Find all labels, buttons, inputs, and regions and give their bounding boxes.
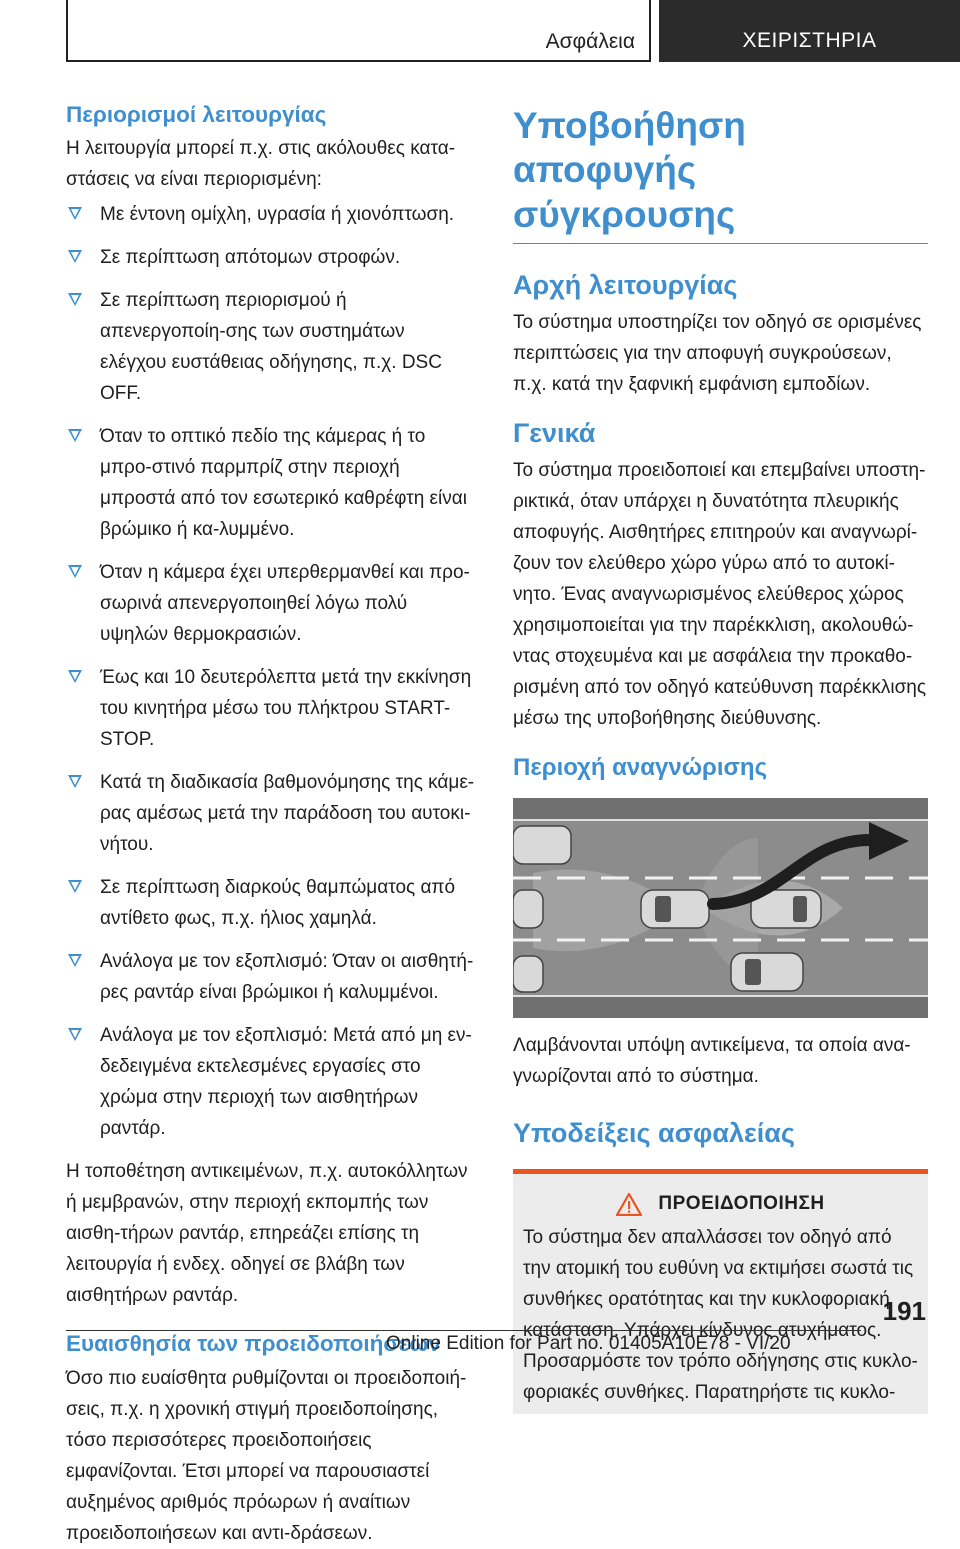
triangle-bullet-icon (68, 429, 82, 442)
warning-title: ΠΡΟΕΙΔΟΠΟΙΗΣΗ (658, 1192, 825, 1214)
principle-paragraph: Το σύστημα υποστηρίζει τον οδηγό σε ορισμένες περιπτώσεις για την αποφυγή συγκρούσεων, π.χ. κατά την ξαφνική εμφάνιση εμποδίων. (513, 312, 922, 396)
chapter-tab: ΧΕΙΡΙΣΤΗΡΙΑ (659, 0, 960, 62)
triangle-bullet-icon (68, 775, 82, 788)
principle-heading: Αρχή λειτουργίας (513, 270, 738, 301)
warning-box (513, 1169, 928, 1414)
triangle-bullet-icon (68, 293, 82, 306)
warning-text: Το σύστημα δεν απαλλάσσει τον οδηγό από την ατομική του ευθύνη να εκτιμήσει σωστά τις συνθήκες ορατότητας και την κυκλοφοριακή κατάσταση. Υπάρχει κίνδυνος ατυχήματος. Προσαρμόστε τον τρόπο οδήγησης στις κυκλο-φοριακές συνθήκες. Παρατηρήστε τις κυκλο- (523, 1226, 918, 1403)
sensitivity-heading: Ευαισθησία των προειδοποιήσεων (66, 1331, 441, 1357)
detection-heading: Περιοχή αναγνώρισης (513, 754, 768, 782)
list-item: Σε περίπτωση διαρκούς θαμπώματος από αντίθετο φως, π.χ. ήλιος χαμηλά. (66, 872, 476, 934)
list-item: Ανάλογα με τον εξοπλισμό: Όταν οι αισθητή-ρες ραντάρ είναι βρώμικοι ή καλυμμένοι. (66, 946, 476, 1008)
list-item: Σε περίπτωση περιορισμού ή απενεργοποίη-σης των συστημάτων ελέγχου ευστάθειας οδήγησης, π.χ. DSC OFF. (66, 285, 476, 409)
list-item: Όταν η κάμερα έχει υπερθερμανθεί και προ-σωρινά απενεργοποιηθεί λόγω πολύ υψηλών θερμοκρασιών. (66, 557, 476, 650)
figure-caption: Λαμβάνονται υπόψη αντικείμενα, τα οποία ανα-γνωρίζονται από το σύστημα. (513, 1034, 911, 1087)
triangle-bullet-icon (68, 565, 82, 578)
triangle-bullet-icon (68, 207, 82, 220)
triangle-bullet-icon (68, 250, 82, 263)
warning-header (523, 1192, 918, 1216)
list-item: Με έντονη ομίχλη, υγρασία ή χιονόπτωση. (66, 199, 476, 230)
header-frame (66, 0, 651, 62)
list-item: Όταν το οπτικό πεδίο της κάμερας ή το μπρο-στινό παρμπρίζ στην περιοχή μπροστά από τον εσωτερικό καθρέφτη είναι βρώμικο ή κα-λυμμένο. (66, 421, 476, 545)
right-column (513, 104, 928, 1414)
triangle-bullet-icon (68, 670, 82, 683)
main-title: Υποβοήθηση αποφυγής σύγκρουσης (513, 104, 928, 244)
warning-triangle-icon (616, 1192, 642, 1216)
sensitivity-paragraph: Όσο πιο ευαίσθητα ρυθμίζονται οι προειδοποιή-σεις, π.χ. η χρονική στιγμή προειδοποίησης, τόσο περισσότερες προειδοποιήσεις εμφανίζονται. Έτσι μπορεί να παρουσιαστεί αυξημένος αριθμός πρόωρων ή αναίτιων προειδοποιήσεων και αντι-δράσεων. (66, 1367, 467, 1544)
safety-heading: Υποδείξεις ασφαλείας (513, 1117, 795, 1148)
limits-list (66, 199, 476, 1144)
limits-intro: Η λειτουργία μπορεί π.χ. στις ακόλουθες κατα-στάσεις να είναι περιορισμένη: (66, 138, 456, 191)
general-heading: Γενικά (513, 418, 596, 449)
left-column (66, 100, 476, 1549)
list-item: Έως και 10 δευτερόλεπτα μετά την εκκίνηση του κινητήρα μέσω του πλήκτρου START-STOP. (66, 662, 476, 755)
edition-text: Online Edition for Part no. 01405A10E78 - VI/20 (386, 1333, 791, 1354)
limits-heading: Περιορισμοί λειτουργίας (66, 102, 327, 127)
list-item: Ανάλογα με τον εξοπλισμό: Μετά από μη εν-δεδειγμένα εκτελεσμένες εργασίες στο χρώμα στην περιοχή των αισθητήρων ραντάρ. (66, 1020, 476, 1144)
triangle-bullet-icon (68, 880, 82, 893)
section-title: Ασφάλεια (545, 30, 635, 53)
general-paragraph: Το σύστημα προειδοποιεί και επεμβαίνει υποστη-ρικτικά, όταν υπάρχει η δυνατότητα πλευρικής αποφυγής. Αισθητήρες επιτηρούν και αναγνωρί-ζουν τον ελεύθερο χώρο γύρω από το αυτοκί-νητο. Ένας αναγνωρισμένος ελεύθερος χώρος χρησιμοποιείται για την παρέκκλιση, ακολουθώ-ντας στοχευμένα και με ασφάλεια την προκαθο-ρισμένη από τον οδηγό κατεύθυνση παρέκκλισης μέσω της υποβοήθησης διεύθυνσης. (513, 460, 927, 730)
triangle-bullet-icon (68, 1028, 82, 1041)
list-item: Κατά τη διαδικασία βαθμονόμησης της κάμε-ρας αμέσως μετά την παράδοση του αυτοκι-νήτου. (66, 767, 476, 860)
page-number: 191 (882, 1296, 926, 1326)
triangle-bullet-icon (68, 954, 82, 967)
detection-area-illustration (513, 798, 928, 1018)
placement-paragraph: Η τοποθέτηση αντικειμένων, π.χ. αυτοκόλλητων ή μεμβρανών, στην περιοχή εκπομπής των αισθη-τήρων ραντάρ, επηρεάζει επίσης τη λειτουργία ή ενδεχ. οδηγεί σε βλάβη των αισθητήρων ραντάρ. (66, 1161, 468, 1307)
list-item: Σε περίπτωση απότομων στροφών. (66, 242, 476, 273)
footer-divider (66, 1330, 861, 1331)
